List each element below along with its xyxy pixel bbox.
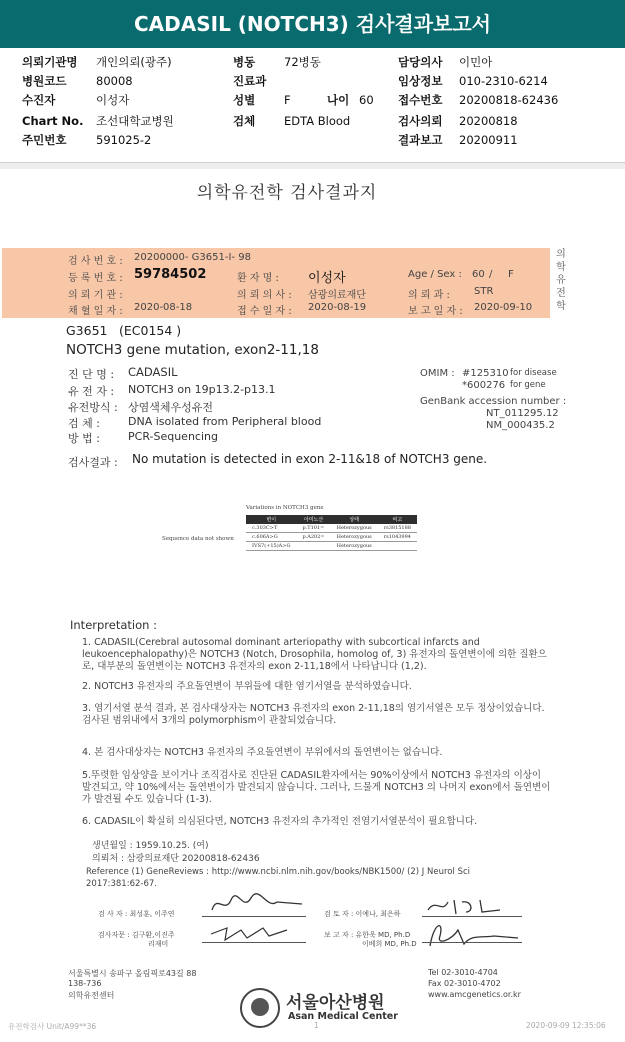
table-cell: c.606A>G	[246, 533, 296, 542]
table-header: 상태	[331, 515, 378, 524]
table-cell	[296, 542, 330, 551]
footer-unit: 유전학검사 Unit/A99**36	[8, 1022, 97, 1031]
contact-line: www.amcgenetics.or.kr	[428, 990, 521, 999]
table-row	[246, 524, 417, 533]
info-label: 수진자	[22, 93, 56, 107]
field-value: CADASIL	[128, 365, 178, 379]
signature-mark	[422, 894, 522, 918]
field-label: 검 체 :	[68, 417, 100, 430]
side-char: 학	[556, 301, 566, 312]
report-header	[0, 0, 625, 48]
sequence-note: Sequence data not shown	[162, 536, 234, 542]
info-value: 개인의뢰(광주)	[96, 55, 172, 69]
reg-no-label: 등 록 번 호 :	[68, 273, 123, 284]
info-value: EDTA Blood	[284, 114, 351, 128]
reviewer-label: 검 토 자 : 이예나, 최은하	[324, 910, 401, 918]
reg-no: 59784502	[134, 267, 207, 282]
footer-page: 1	[314, 1021, 319, 1030]
info-label: 병원코드	[22, 74, 67, 88]
table-cell: rs3815188	[378, 524, 417, 533]
table-cell: IVS7(+15)A>G	[246, 542, 296, 551]
signature-line	[202, 942, 306, 943]
reporter-label: 보 고 자 : 유한욱 MD, Ph.D	[324, 931, 411, 939]
field-label: 유전방식 :	[68, 401, 118, 414]
report-title: 의학유전학 검사결과지	[196, 183, 378, 203]
info-label: 결과보고	[398, 133, 443, 147]
info-label: 담당의사	[398, 55, 443, 69]
info-value: 72병동	[284, 55, 321, 69]
reporter-label-2: 이베희 MD, Ph.D	[362, 940, 417, 948]
info-value: 591025-2	[96, 133, 152, 147]
exam-no: 20200000- G3651-I- 98	[134, 252, 251, 263]
contact-line: Tel 02-3010-4704	[428, 968, 498, 977]
info-label: 병동	[233, 55, 256, 69]
hospital-name-en: Asan Medical Center	[288, 1011, 398, 1022]
info-value: 80008	[96, 74, 133, 88]
info-value: F	[284, 93, 291, 107]
table-cell: Heterozygous	[331, 542, 378, 551]
birth-date: 생년월일 : 1959.10.25. (여)	[92, 841, 209, 851]
table-cell: Heterozygous	[331, 524, 378, 533]
requester: 의뢰처 : 삼광의료재단 20200818-62436	[92, 854, 260, 864]
sex: F	[508, 269, 514, 280]
age-sex-label: Age / Sex :	[408, 269, 462, 280]
field-label: 진 단 명 :	[68, 368, 115, 381]
side-char: 유	[556, 275, 566, 286]
receive-label: 접 수 일 자 :	[237, 306, 292, 317]
signer-label: 검사자문 : 김구환,이진주	[98, 931, 175, 939]
info-value: 이성자	[96, 93, 130, 107]
omim-2-note: for gene	[510, 380, 546, 390]
omim-1-note: for disease	[510, 368, 557, 378]
omim-label: OMIM :	[420, 368, 455, 379]
test-name: NOTCH3 gene mutation, exon2-11,18	[66, 342, 319, 358]
info-value: 이민아	[459, 55, 493, 69]
info-label: 검사의뢰	[398, 114, 443, 128]
table-cell: c.303C>T	[246, 524, 296, 533]
institution-label: 의 뢰 기 관 :	[68, 290, 123, 301]
interpretation-title: Interpretation :	[70, 618, 157, 632]
variations-table	[246, 515, 417, 551]
table-cell	[378, 542, 417, 551]
table-cell: p.T101=	[296, 524, 330, 533]
signer-label-2: 리재미	[148, 940, 169, 948]
doctor-label: 의 뢰 의 사 :	[237, 290, 292, 301]
table-header: 변이	[246, 515, 296, 524]
section-divider	[0, 162, 625, 169]
table-header: 비고	[378, 515, 417, 524]
field-value: PCR-Sequencing	[128, 430, 218, 443]
table-cell: Heterozygous	[331, 533, 378, 542]
hospital-name-kr: 서울아산병원	[286, 993, 385, 1013]
signer-label: 검 사 자 : 최성훈, 이주연	[98, 910, 175, 918]
footer-timestamp: 2020-09-09 12:35:06	[526, 1021, 606, 1030]
table-header: 아미노산	[296, 515, 330, 524]
info-label: 검체	[233, 114, 256, 128]
field-label: 방 법 :	[68, 432, 100, 445]
interpretation-item: 6. CADASIL이 확실히 의심된다면, NOTCH3 유전자의 추가적인 전염기서열분석이 필요합니다.	[82, 816, 478, 827]
slash: /	[489, 269, 493, 280]
signature-mark	[207, 920, 307, 944]
patient-band	[2, 248, 550, 318]
info-label: 접수번호	[398, 93, 443, 107]
field-value: 상염색체우성유전	[128, 401, 214, 414]
info-label: 의뢰기관명	[22, 55, 78, 69]
receive-date: 2020-08-19	[308, 302, 367, 313]
age-label: 나이	[327, 93, 350, 107]
signature-line	[422, 942, 522, 943]
hospital-logo-icon	[240, 988, 280, 1028]
field-value: NOTCH3 on 19p13.2-p13.1	[128, 383, 276, 396]
omim-2: *600276	[462, 380, 506, 391]
info-value: 20200818-62436	[459, 93, 559, 107]
info-value: 20200911	[459, 133, 518, 147]
report-date-label: 보 고 일 자 :	[408, 306, 463, 317]
genbank-label: GenBank accession number :	[420, 396, 567, 407]
doctor: 삼광의료재단	[308, 290, 366, 301]
table-header-row	[246, 515, 417, 524]
signature-line	[202, 916, 306, 917]
info-label: Chart No.	[22, 114, 84, 128]
age: 60	[472, 269, 485, 280]
dept: STR	[474, 286, 494, 297]
genbank-1: NT_011295.12	[486, 408, 559, 419]
signature-mark	[207, 892, 307, 916]
info-value: 010-2310-6214	[459, 74, 548, 88]
result-label: 검사결과 :	[68, 456, 118, 469]
side-char: 의	[556, 249, 566, 260]
test-code-2: (EC0154 )	[119, 323, 182, 338]
address-line: 의학유전센터	[68, 991, 115, 1000]
interpretation-item: 1. CADASIL(Cerebral autosomal dominant arteriopathy with subcortical infarcts and leukoencephalopathy)은 NOTCH3 (Notch, Drosophila, homolog of, 3) 유전자의 돌연변이에 의한 질환으로, 대부분의 돌연변이는 NOTCH3 유전자의 exon 2-11,18에서 나타납니다 (1,2).	[82, 637, 547, 672]
signature-mark	[422, 916, 522, 950]
patient-name: 이성자	[308, 271, 346, 286]
result-text: No mutation is detected in exon 2-11&18 of NOTCH3 gene.	[132, 452, 488, 466]
info-label: 임상정보	[398, 74, 443, 88]
interpretation-item: 4. 본 검사대상자는 NOTCH3 유전자의 주요돌연변이 부위에서의 돌연변이는 없습니다.	[82, 747, 443, 758]
omim-1: #125310	[462, 368, 509, 379]
exam-no-label: 검 사 번 호 :	[68, 256, 123, 267]
table-cell: p.A202=	[296, 533, 330, 542]
interpretation-item: 5.뚜렷한 임상양을 보이거나 조직검사로 진단된 CADASIL환자에서는 90%이상에서 NOTCH3 유전자의 이상이 발견되고, 약 10%에서는 돌연변이가 발견되지 않습니다. 그러나, 드물게 NOTCH3 의 나머지 exon에서 돌연변이가 발견될 수도 있습니다 (1-3).	[82, 770, 551, 805]
field-value: DNA isolated from Peripheral blood	[128, 415, 322, 428]
report-date: 2020-09-10	[474, 302, 533, 313]
side-char: 전	[556, 288, 566, 299]
collect-label: 채 혈 일 자 :	[68, 306, 123, 317]
table-row	[246, 533, 417, 542]
reference: Reference (1) GeneReviews : http://www.ncbi.nlm.nih.gov/books/NBK1500/ (2) J Neurol Sci 2017:381:62-67.	[86, 867, 470, 889]
table-cell: rs1043994	[378, 533, 417, 542]
variations-title: Variations in NOTCH3 gene	[246, 505, 324, 511]
info-value: 조선대학교병원	[96, 114, 174, 128]
field-label: 유 전 자 :	[68, 385, 115, 398]
info-label: 진료과	[233, 74, 267, 88]
report-header-title: CADASIL (NOTCH3) 검사결과보고서	[134, 12, 491, 36]
test-code: G3651	[66, 323, 108, 338]
address-line: 138-736	[68, 979, 102, 988]
genbank-2: NM_000435.2	[486, 420, 555, 431]
scanned-report	[2, 170, 622, 1042]
table-row	[246, 542, 417, 551]
dept-label: 의 뢰 과 :	[408, 290, 450, 301]
patient-label: 환 자 명 :	[237, 273, 279, 284]
collect-date: 2020-08-18	[134, 302, 193, 313]
contact-line: Fax 02-3010-4702	[428, 979, 501, 988]
interpretation-item: 3. 염기서열 분석 결과, 본 검사대상자는 NOTCH3 유전자의 exon 2-11,18의 염기서열은 모두 정상이었습니다. 검사된 범위내에서 3개의 polymorphism이 관찰되었습니다.	[82, 703, 545, 726]
interpretation-item: 2. NOTCH3 유전자의 주요돌연변이 부위들에 대한 염기서열을 분석하였습니다.	[82, 681, 412, 692]
side-char: 학	[556, 262, 566, 273]
age-value: 60	[359, 93, 374, 107]
info-label: 성별	[233, 93, 256, 107]
info-label: 주민번호	[22, 133, 67, 147]
info-value: 20200818	[459, 114, 518, 128]
side-label	[554, 248, 568, 313]
address-line: 서울특별시 송파구 올림픽로43길 88	[68, 969, 197, 978]
